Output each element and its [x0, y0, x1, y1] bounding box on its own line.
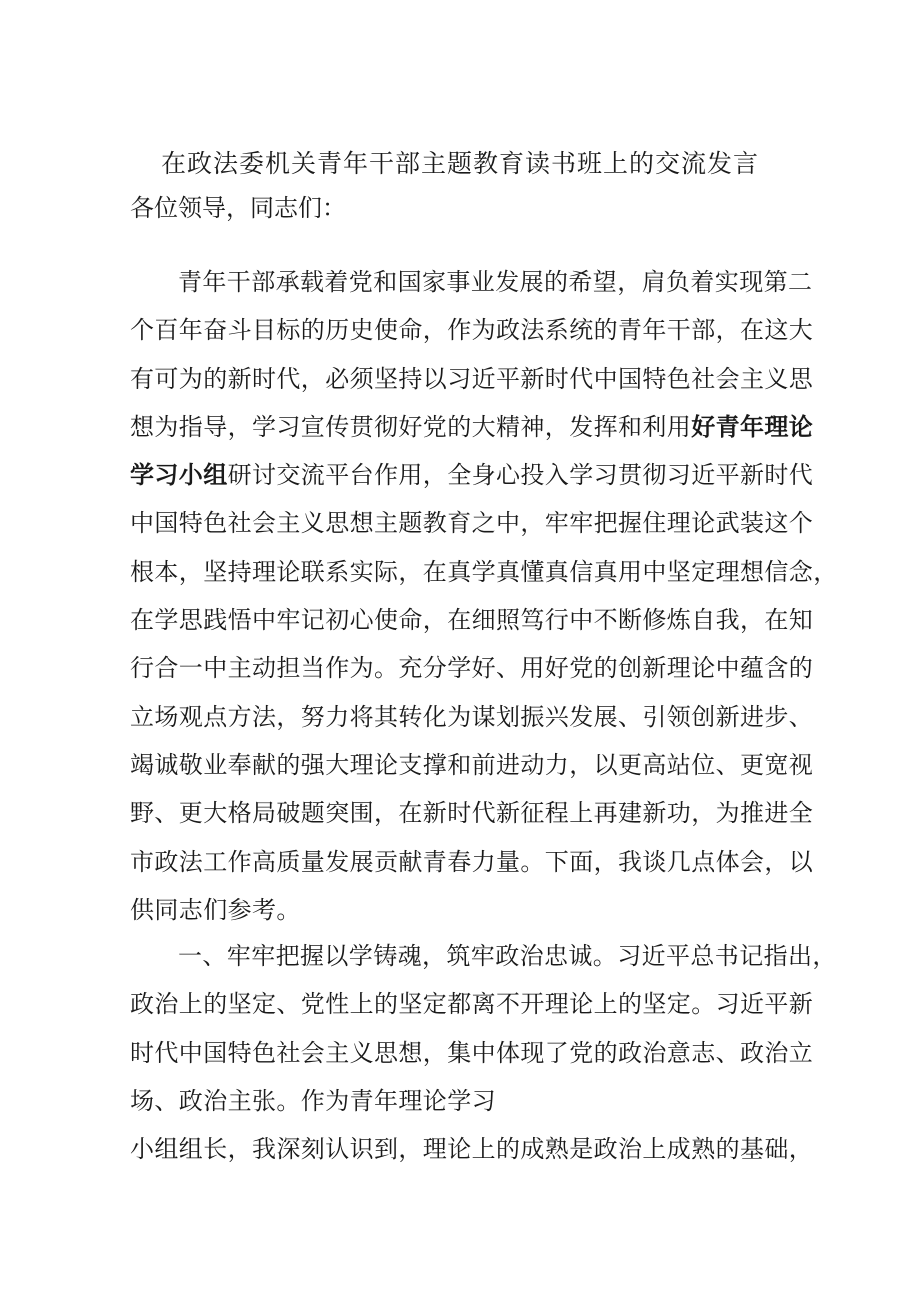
paragraph-line: 青年干部承载着党和国家事业发展的希望，肩负着实现第二 [178, 268, 813, 296]
paragraph-line: 政治上的坚定、党性上的坚定都离不开理论上的坚定。习近平新 [130, 990, 814, 1019]
paragraph-line: 在学思践悟中牢记初心使命，在细照笃行中不断修炼自我，在知 [130, 606, 814, 635]
paragraph-line: 行合一中主动担当作为。充分学好、用好党的创新理论中蕴含的 [130, 654, 814, 683]
paragraph-line [130, 459, 814, 507]
emphasized-text: 好青年理论 [691, 412, 814, 441]
paragraph-line: 小组组长，我深刻认识到，理论上的成熟是政治上成熟的基础， [130, 1135, 814, 1163]
paragraph-line: 立场观点方法，努力将其转化为谋划振兴发展、引领创新进步、 [130, 702, 814, 731]
paragraph-section-one [130, 940, 837, 1133]
paragraph-line: 供同志们参考。 [130, 895, 301, 924]
paragraph-line: 市政法工作高质量发展贡献青春力量。下面，我谈几点体会，以 [130, 847, 814, 876]
emphasized-text: 学习小组 [130, 461, 228, 490]
paragraph-line: 有可为的新时代，必须坚持以习近平新时代中国特色社会主义思 [130, 364, 814, 393]
paragraph-intro [130, 266, 838, 942]
paragraph-line: 竭诚敬业奉献的强大理论支撑和前进动力，以更高站位、更宽视 [130, 750, 814, 779]
paragraph-line: 野、更大格局破题突围，在新时代新征程上再建新功，为推进全 [130, 799, 814, 828]
salutation: 各位领导，同志们： [130, 194, 346, 222]
paragraph-line [130, 411, 814, 459]
paragraph-line: 场、政治主张。作为青年理论学习 [130, 1086, 496, 1115]
paragraph-text: 想为指导，学习宣传贯彻好党的大精神，发挥和利用 [130, 412, 692, 441]
paragraph-line: 根本，坚持理论联系实际，在真学真懂真信真用中坚定理想信念， [130, 557, 838, 586]
paragraph-text: 研讨交流平台作用，全身心投入学习贯彻习近平新时代 [227, 461, 814, 490]
paragraph-line: 一、牢牢把握以学铸魂，筑牢政治忠诚。习近平总书记指出， [178, 942, 837, 970]
document-title: 在政法委机关青年干部主题教育读书班上的交流发言 [160, 149, 759, 178]
paragraph-line: 个百年奋斗目标的历史使命，作为政法系统的青年干部，在这大 [130, 316, 814, 345]
paragraph-continuation [130, 1133, 814, 1181]
paragraph-line: 中国特色社会主义思想主题教育之中，牢牢把握住理论武装这个 [130, 509, 814, 538]
paragraph-line: 时代中国特色社会主义思想，集中体现了党的政治意志、政治立 [130, 1038, 814, 1067]
